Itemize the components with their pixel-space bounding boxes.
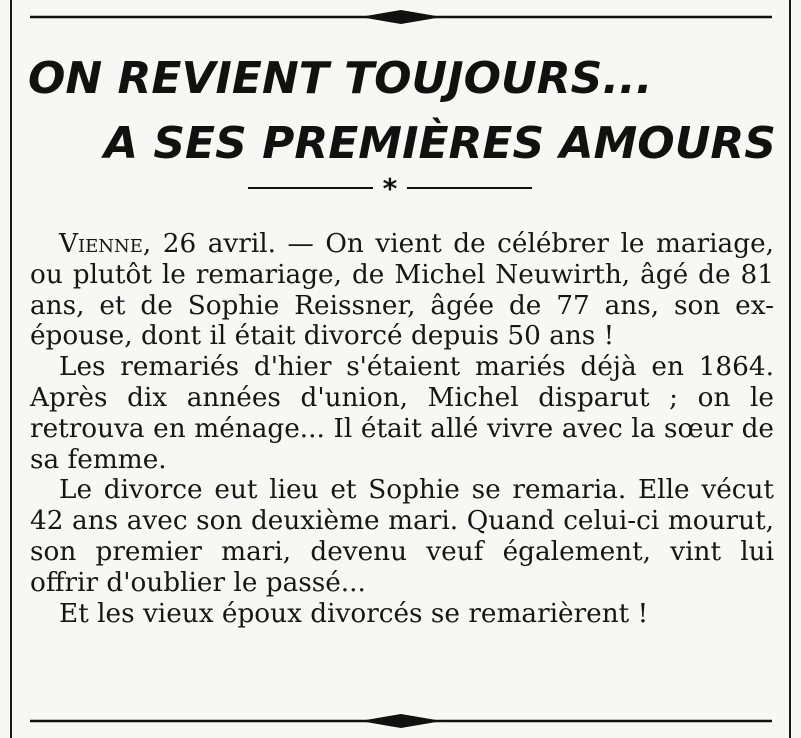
article-paragraph-1-text: 26 avril. — On vient de célébrer le mariage, ou plutôt le remariage, de Michel Neuwirth, âgé de 81 ans, et de Sophie Reissner, âgée de 77 ans, son ex-épouse, dont il était divorcé depuis 50 ans ! [30,229,774,352]
article-body [30,229,774,629]
star-ornament-rule [248,176,532,200]
article-paragraph-2: Les remariés d'hier s'étaient mariés déjà en 1864. Après dix années d'union, Michel disparut ; on le retrouva en ménage... Il était allé vivre avec la sœur de sa femme. [30,352,774,475]
top-separator-rule [30,9,772,25]
headline-line-2: A SES PREMIÈRES AMOURS [103,118,776,169]
article-paragraph-4: Et les vieux époux divorcés se remarièrent ! [59,598,649,629]
column-rule-left [10,0,12,738]
star-ornament: * [382,176,398,200]
headline-line-1: ON REVIENT TOUJOURS... [28,53,653,104]
article-paragraph-1 [30,229,774,352]
article-paragraph-3: Le divorce eut lieu et Sophie se remaria. Elle vécut 42 ans avec son deuxième mari. Quand celui-ci mourut, son premier mari, devenu veuf également, vint lui offrir d'oublier le passé... [30,475,774,598]
column-rule-right [789,0,791,738]
bottom-separator-rule [30,713,772,729]
article-dateline: Vienne, [59,229,152,259]
